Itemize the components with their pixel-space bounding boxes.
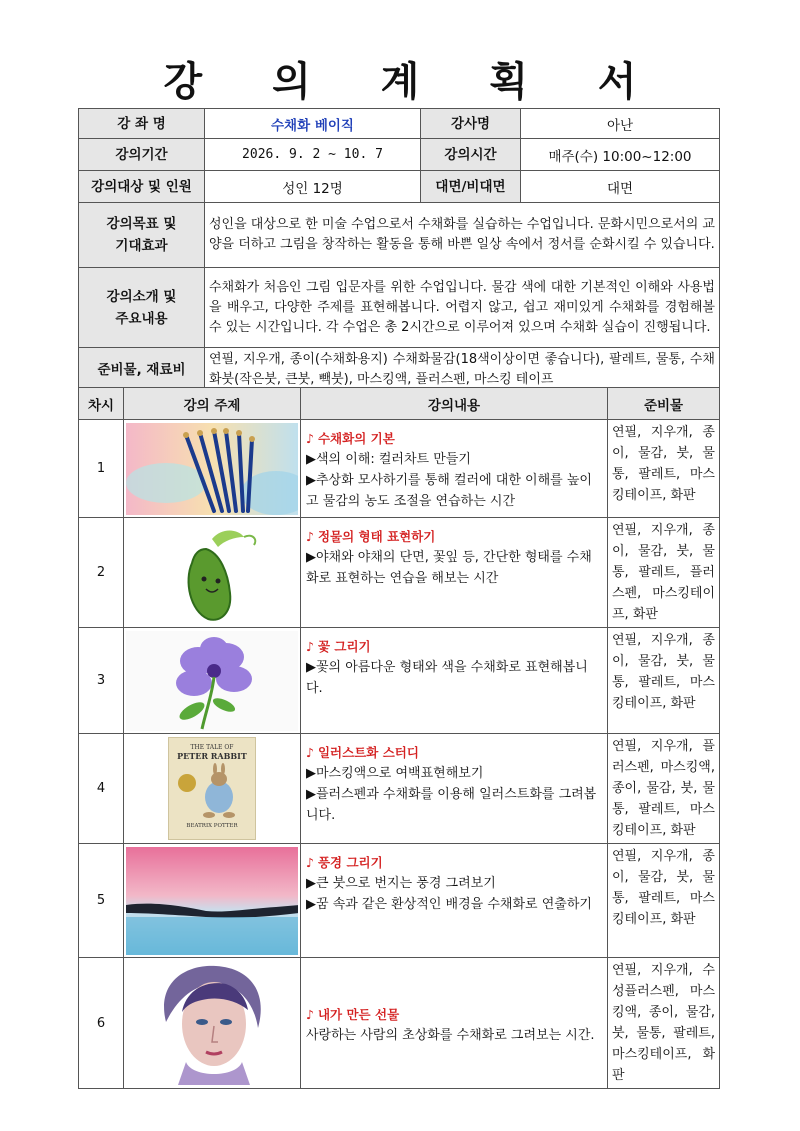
instructor-label: 강사명 <box>421 109 521 139</box>
session-prep: 연필, 지우개, 수성플러스펜, 마스킹액, 종이, 물감, 붓, 물통, 팔레트, 마스킹테이프, 화판 <box>608 958 720 1089</box>
session-prep: 연필, 지우개, 종이, 물감, 붓, 물통, 팔레트, 마스킹테이프, 화판 <box>608 844 720 958</box>
table-row <box>79 844 720 958</box>
page-title: 강 의 계 획 서 <box>163 59 665 105</box>
target-value: 성인 12명 <box>205 171 421 203</box>
session-image-cell <box>124 420 301 518</box>
session-content <box>301 958 608 1089</box>
session-number: 5 <box>79 844 124 958</box>
table-row <box>79 958 720 1089</box>
session-content <box>301 628 608 734</box>
time-label: 강의시간 <box>421 139 521 171</box>
course-name-value: 수채화 베이직 <box>205 109 421 139</box>
session-number: 6 <box>79 958 124 1089</box>
peter-rabbit-book-image <box>126 737 298 840</box>
session-line: 사랑하는 사람의 초상화를 수채화로 그려보는 시간. <box>306 1028 595 1043</box>
session-image-cell <box>124 734 301 844</box>
session-prep: 연필, 지우개, 종이, 물감, 붓, 물통, 팔레트, 마스킹테이프, 화판 <box>608 420 720 518</box>
session-title <box>306 636 602 657</box>
table-row <box>79 628 720 734</box>
session-title-text: 풍경 그리기 <box>317 855 383 870</box>
session-header: 차시 <box>79 388 124 420</box>
session-line: ▶마스킹액으로 여백표현해보기 <box>306 766 484 781</box>
topic-header: 강의 주제 <box>124 388 301 420</box>
session-line: ▶꿈 속과 같은 환상적인 배경을 수채화로 연출하기 <box>306 897 592 912</box>
prep-header: 준비물 <box>608 388 720 420</box>
session-image-cell <box>124 518 301 628</box>
session-line: ▶야채와 야채의 단면, 꽃잎 등, 간단한 형태를 수채화로 표현하는 연습을 해보는 시간 <box>306 550 592 586</box>
bell-icon: ♪ <box>306 1007 314 1022</box>
session-image-cell <box>124 958 301 1089</box>
session-title-text: 꽃 그리기 <box>317 639 371 654</box>
session-title-text: 수채화의 기본 <box>317 431 395 446</box>
session-title-text: 정물의 형태 표현하기 <box>317 529 436 544</box>
intro-label-line2: 주요내용 <box>115 310 168 327</box>
session-content <box>301 420 608 518</box>
session-title-text: 일러스트화 스터디 <box>317 745 419 760</box>
watercolor-brushes-image <box>126 423 298 515</box>
table-row <box>79 734 720 844</box>
session-number: 3 <box>79 628 124 734</box>
session-line: ▶색의 이해: 컬러차트 만들기 <box>306 452 471 467</box>
goal-label <box>79 203 205 268</box>
period-value: 2026. 9. 2 ~ 10. 7 <box>205 139 421 171</box>
session-title <box>306 526 602 547</box>
goal-label-line1: 강의목표 및 <box>106 216 177 232</box>
book-cover <box>168 737 256 840</box>
target-label: 강의대상 및 인원 <box>79 171 205 203</box>
course-name-label: 강 좌 명 <box>79 109 205 139</box>
intro-label <box>79 268 205 348</box>
instructor-value: 아난 <box>521 109 720 139</box>
purple-flower-image <box>126 631 298 731</box>
session-line: ▶플러스펜과 수채화를 이용해 일러스트화를 그려봅니다. <box>306 787 597 823</box>
session-prep: 연필, 지우개, 종이, 물감, 붓, 물통, 팔레트, 마스킹테이프, 화판 <box>608 628 720 734</box>
bell-icon: ♪ <box>306 529 314 544</box>
session-number: 4 <box>79 734 124 844</box>
session-image-cell <box>124 844 301 958</box>
session-line: ▶꽃의 아름다운 형태와 색을 수채화로 표현해봅니다. <box>306 660 588 696</box>
table-row <box>79 518 720 628</box>
content-header: 강의내용 <box>301 388 608 420</box>
goal-text: 성인을 대상으로 한 미술 수업으로서 수채화를 실습하는 수업입니다. 문화시민으로서의 교양을 더하고 그림을 창작하는 활동을 통해 바쁜 일상 속에서 정서를 순화시킬 수 있습니다. <box>205 203 720 268</box>
session-title <box>306 1004 602 1025</box>
landscape-painting-image <box>126 847 298 955</box>
session-image-cell <box>124 628 301 734</box>
intro-text: 수채화가 처음인 그림 입문자를 위한 수업입니다. 물감 색에 대한 기본적인 이해와 사용법을 배우고, 다양한 주제를 표현해봅니다. 어렵지 않고, 쉽고 재미있게 수채화를 경험해볼 수 있는 시간입니다. 각 수업은 총 2시간으로 이루어져 있으며 수채화 실습이 진행됩니다. <box>205 268 720 348</box>
mode-label: 대면/비대면 <box>421 171 521 203</box>
book-author: BEATRIX POTTER <box>186 823 238 829</box>
period-label: 강의기간 <box>79 139 205 171</box>
session-number: 1 <box>79 420 124 518</box>
materials-label: 준비물, 재료비 <box>79 348 205 393</box>
session-content <box>301 518 608 628</box>
session-content <box>301 734 608 844</box>
session-line: ▶큰 붓으로 번지는 풍경 그려보기 <box>306 876 496 891</box>
portrait-painting-image <box>126 962 298 1085</box>
session-number: 2 <box>79 518 124 628</box>
table-row <box>79 420 720 518</box>
session-title <box>306 428 602 449</box>
goal-label-line2: 기대효과 <box>115 238 168 254</box>
time-value: 매주(수) 10:00~12:00 <box>521 139 720 171</box>
session-line: ▶추상화 모사하기를 통해 컬러에 대한 이해를 높이고 물감의 농도 조절을 연습하는 시간 <box>306 473 592 509</box>
session-content <box>301 844 608 958</box>
bell-icon: ♪ <box>306 745 314 760</box>
bell-icon: ♪ <box>306 855 314 870</box>
course-info-table <box>78 108 720 393</box>
session-title <box>306 742 602 763</box>
session-title-text: 내가 만든 선물 <box>317 1007 400 1022</box>
session-title <box>306 852 602 873</box>
bell-icon: ♪ <box>306 431 314 446</box>
book-title-line1: THE TALE OF <box>190 744 234 751</box>
session-prep: 연필, 지우개, 종이, 물감, 붓, 물통, 팔레트, 플러스펜, 마스킹테이프, 화판 <box>608 518 720 628</box>
materials-text: 연필, 지우개, 종이(수채화용지) 수채화물감(18색이상이면 좋습니다), 팔레트, 물통, 수채화붓(작은붓, 큰붓, 빽붓), 마스킹액, 플러스펜, 마스킹 테이프 <box>205 348 720 393</box>
book-title-line2: PETER RABBIT <box>177 751 247 761</box>
bell-icon: ♪ <box>306 639 314 654</box>
session-prep: 연필, 지우개, 플러스펜, 마스킹액, 종이, 물감, 붓, 물통, 팔레트, 마스킹테이프, 화판 <box>608 734 720 844</box>
intro-label-line1: 강의소개 및 <box>106 288 177 305</box>
mode-value: 대면 <box>521 171 720 203</box>
cucumber-illustration-image <box>126 523 298 623</box>
lesson-plan-table <box>78 387 720 1089</box>
